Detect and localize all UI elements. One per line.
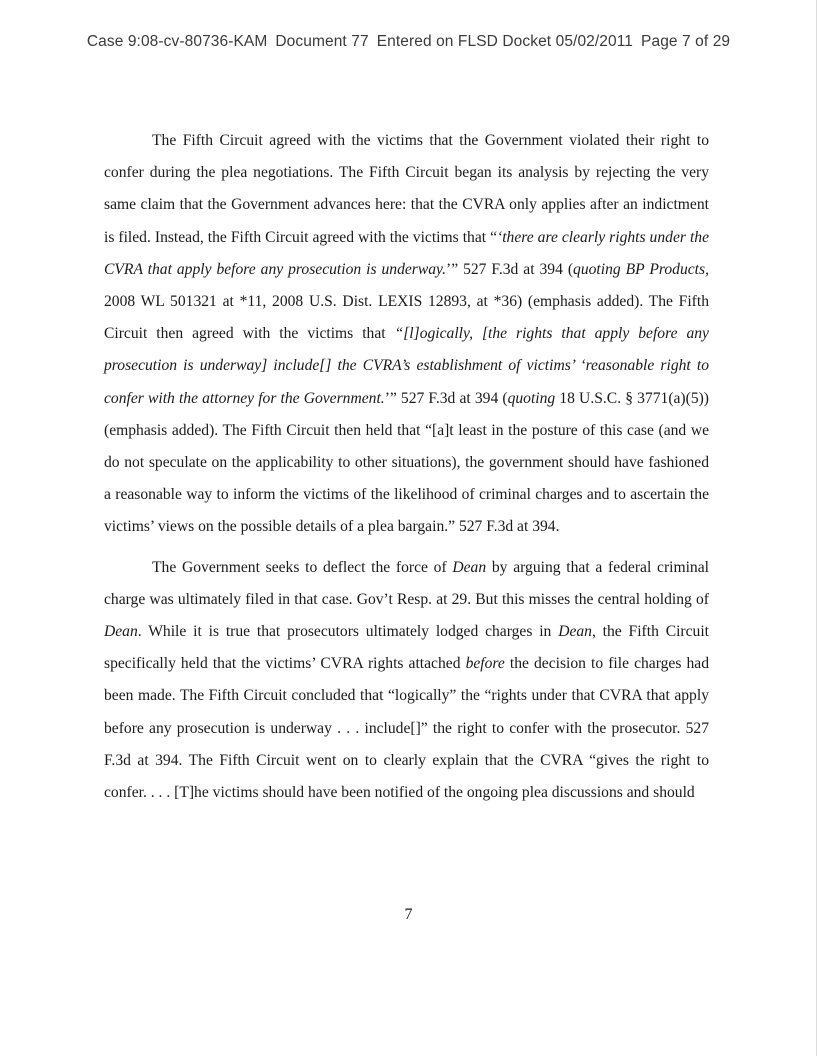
court-filing-header	[0, 33, 817, 51]
italic-emphasis: before	[465, 655, 505, 673]
italic-signal: quoting	[507, 389, 556, 407]
text-run: the decision to file charges had been made. The Fifth Circuit concluded that “logically” the “rights under that CVRA that apply before any prosecution is underway . . . include[]” the right to confer with the prosecutor. 527 F.3d at 394. The Fifth Circuit went on to clearly explain that the CVRA “gives the right to confer. . . . [T]he victims should have been notified of the ongoing plea discussions and should	[104, 655, 710, 802]
text-run: ’” 527 F.3d at 394 (	[446, 260, 574, 278]
italic-quote: ‘there are clearly rights under the CVRA that apply before any prosecution is underway.	[104, 228, 709, 278]
text-run: by arguing that a federal criminal charge was ultimately filed in that case. Gov’t Resp. at 29. But this misses the central holding of	[104, 558, 709, 608]
document-number: Document 77	[275, 33, 369, 50]
paragraph-government-deflect	[104, 552, 709, 810]
text-run: The Government seeks to deflect the force of	[152, 558, 453, 576]
italic-case-name: Dean	[452, 558, 487, 576]
italic-quote: “[l]ogically, [the rights that apply before any prosecution is underway] include[] the CVRA’s establishment of victims’ ‘reasonable right to confer with the attorney for the Government.	[104, 325, 709, 407]
italic-case-name: Dean	[558, 623, 592, 641]
text-run: , the Fifth Circuit specifically held that the victims’ CVRA rights attached	[104, 623, 709, 673]
page-number: 7	[404, 906, 413, 923]
text-run: . While it is true that prosecutors ultimately lodged charges in	[137, 623, 559, 641]
italic-citation: quoting BP Products	[573, 260, 706, 278]
text-run: 18 U.S.C. § 3771(a)(5)) (emphasis added). The Fifth Circuit then held that “[a]t least in the posture of this case (and we do not speculate on the applicability to other situations), the government should have fashioned a reasonable way to inform the victims of the likelihood of criminal charges and to ascertain the victims’ views on the possible details of a plea bargain.” 527 F.3d at 394.	[104, 389, 709, 536]
text-run: , 2008 WL 501321 at *11, 2008 U.S. Dist. LEXIS 12893, at *36) (emphasis added). The Fifth Circuit then agreed with the victims that	[104, 260, 709, 343]
paragraph-fifth-circuit-agreed	[104, 125, 709, 544]
docket-entry: Entered on FLSD Docket 05/02/2011	[376, 33, 634, 50]
page-of-pages: Page 7 of 29	[641, 33, 731, 50]
text-run: The Fifth Circuit agreed with the victims that the Government violated their right to confer during the plea negotiations. The Fifth Circuit began its analysis by rejecting the very same claim that the Government advances here: that the CVRA only applies after an indictment is filed. Instead, the Fifth Circuit agreed with the victims that “	[104, 132, 709, 246]
case-number: Case 9:08-cv-80736-KAM	[86, 33, 268, 50]
document-body	[104, 125, 709, 809]
italic-case-name: Dean	[104, 623, 138, 641]
text-run: ’” 527 F.3d at 394 (	[384, 389, 508, 407]
